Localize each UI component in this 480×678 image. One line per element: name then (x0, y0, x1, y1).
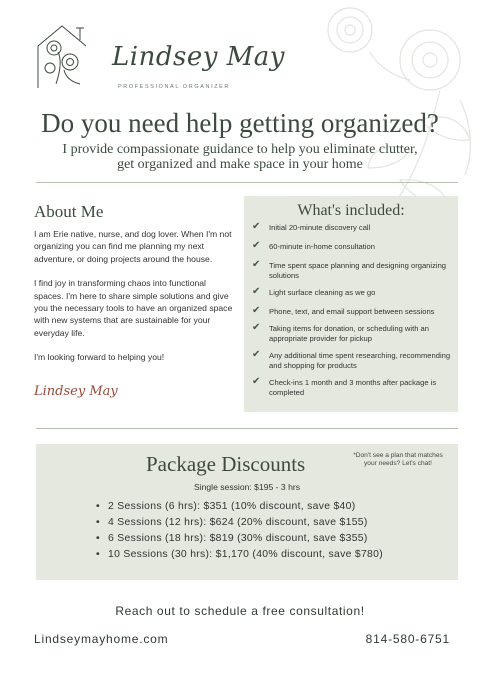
package-list (96, 499, 383, 563)
page-subheadline: I provide compassionate guidance to help you eliminate clutter, get organized and make space in your home (62, 142, 418, 172)
top-divider (36, 182, 458, 183)
included-list (252, 223, 452, 398)
included-item-text: Any additional time spent researching, recommending and shopping for products (269, 351, 451, 370)
package-item-text: 2 Sessions (6 hrs): $351 (10% discount, save $40) (108, 501, 356, 512)
checkmark-icon: ✔ (252, 305, 261, 316)
package-note: *Don't see a plan that matches your needs? Let's chat! (353, 452, 443, 467)
included-item-text: Taking items for donation, or scheduling with an appropriate provider for pickup (269, 324, 429, 343)
included-title: What's included: (297, 202, 405, 219)
phone-number[interactable]: 814-580-6751 (365, 632, 450, 646)
package-item-text: 6 Sessions (18 hrs): $819 (30% discount, save $355) (108, 533, 368, 544)
included-item-text: Phone, text, and email support between sessions (269, 307, 435, 316)
bullet-icon: • (96, 533, 100, 544)
package-title: Package Discounts (146, 452, 306, 476)
package-panel (36, 444, 458, 580)
about-paragraph: I am Erie native, nurse, and dog lover. When I'm not organizing you can find me planning my next adventure, or doing projects around the house. (34, 229, 232, 264)
logo-house-icon (36, 22, 100, 90)
included-item-text: Check-ins 1 month and 3 months after package is completed (269, 378, 437, 397)
brand-name: Lindsey May (112, 42, 285, 72)
checkmark-icon: ✔ (252, 322, 261, 333)
included-item (252, 378, 452, 398)
included-item-text: 60-minute in-home consultation (269, 242, 375, 251)
signature: Lindsey May (34, 384, 118, 399)
included-item-text: Time spent space planning and designing organizing solutions (269, 261, 447, 280)
package-item (96, 499, 383, 515)
package-item (96, 515, 383, 531)
page-headline: Do you need help getting organized? (41, 108, 439, 138)
included-item (252, 307, 452, 317)
website-link[interactable]: Lindseymayhome.com (34, 632, 169, 646)
middle-divider (36, 428, 458, 429)
checkmark-icon: ✔ (252, 376, 261, 387)
included-item (252, 351, 452, 371)
single-session-price: Single session: $195 - 3 hrs (193, 482, 301, 492)
package-item (96, 547, 383, 563)
call-to-action: Reach out to schedule a free consultation! (115, 604, 365, 618)
bullet-icon: • (96, 501, 100, 512)
checkmark-icon: ✔ (252, 349, 261, 360)
checkmark-icon: ✔ (252, 259, 261, 270)
included-panel (244, 196, 458, 412)
checkmark-icon: ✔ (252, 240, 261, 251)
included-item (252, 223, 452, 233)
package-item-text: 10 Sessions (30 hrs): $1,170 (40% discount, save $780) (108, 549, 383, 560)
about-paragraph: I'm looking forward to helping you! (34, 352, 165, 363)
included-item (252, 288, 452, 298)
bullet-icon: • (96, 517, 100, 528)
checkmark-icon: ✔ (252, 221, 261, 232)
brand-tagline: PROFESSIONAL ORGANIZER (118, 84, 231, 90)
about-text (34, 228, 234, 376)
included-item (252, 242, 452, 252)
included-item-text: Light surface cleaning as we go (269, 288, 376, 297)
package-item (96, 531, 383, 547)
about-title: About Me (34, 202, 104, 221)
checkmark-icon: ✔ (252, 286, 261, 297)
included-item-text: Initial 20-minute discovery call (269, 223, 371, 232)
included-item (252, 261, 452, 281)
included-item (252, 324, 452, 344)
about-paragraph: I find joy in transforming chaos into functional spaces. I'm here to share simple solutions and give you the necessary tools to have an organized space with new systems that are sustainable for your everyday life. (34, 278, 233, 338)
bullet-icon: • (96, 549, 100, 560)
package-item-text: 4 Sessions (12 hrs): $624 (20% discount, save $155) (108, 517, 368, 528)
